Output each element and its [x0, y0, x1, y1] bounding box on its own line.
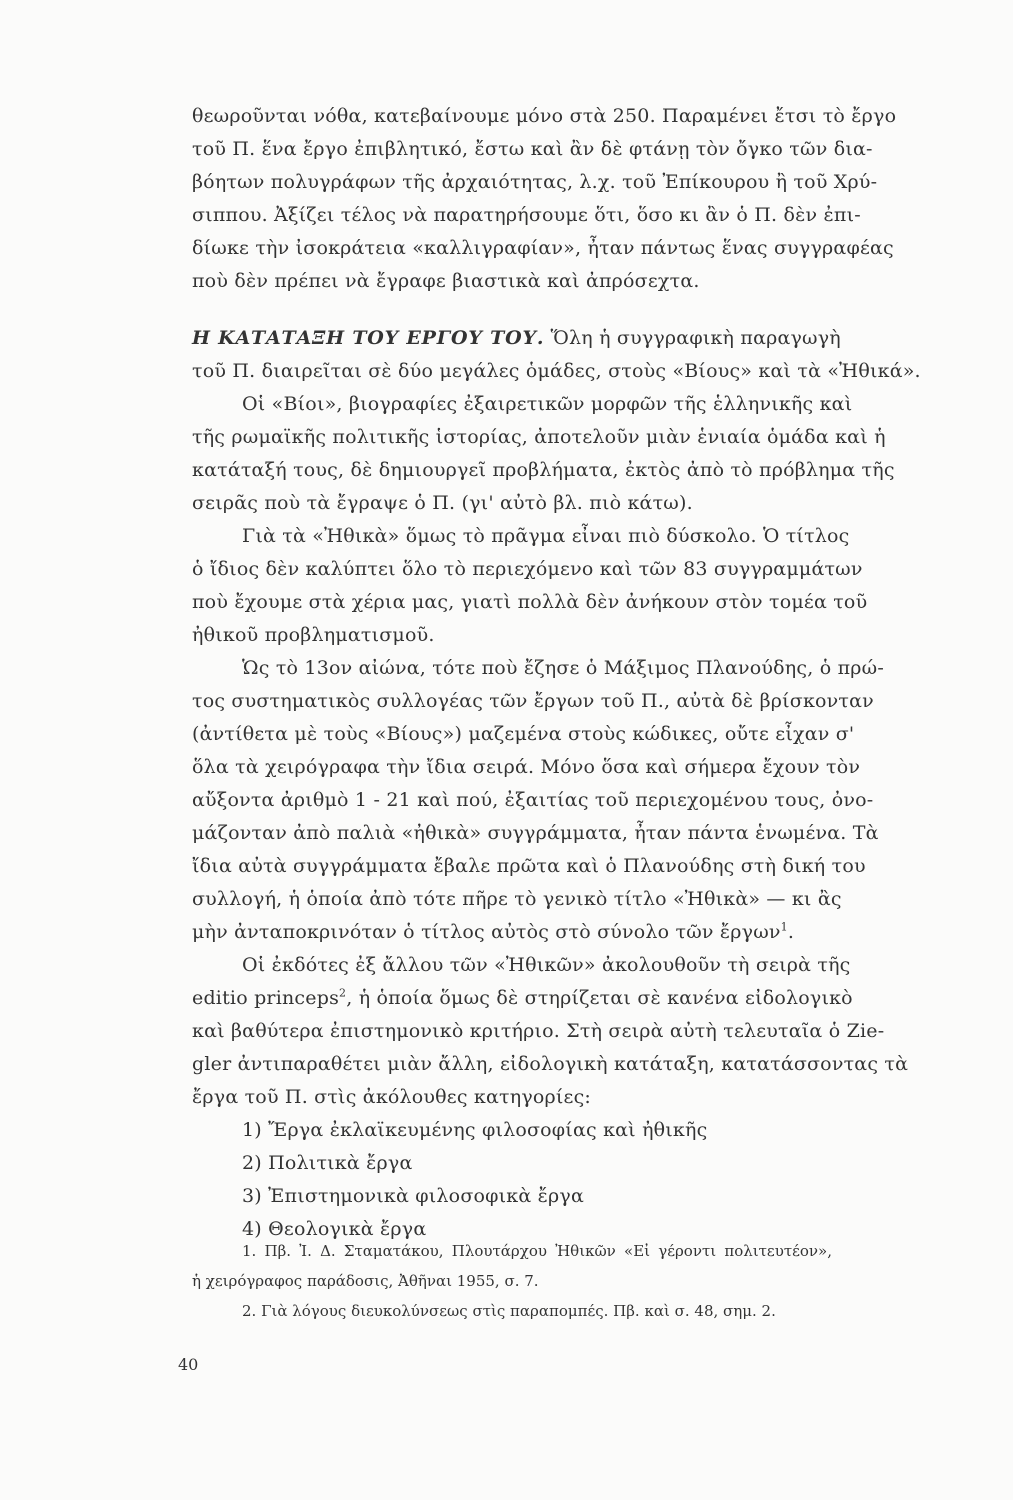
footnote-line: 2. Γιὰ λόγους διευκολύνσεως στὶς παραπομπές. Πβ. καὶ σ. 48, σημ. 2. [242, 1302, 776, 1320]
text-line: gler ἀντιπαραθέτει μιὰν ἄλλη, εἰδολογικὴ κατάταξη, κατατάσσοντας τὰ [192, 1053, 909, 1075]
text-line: σιππου. Ἀξίζει τέλος νὰ παρατηρήσουμε ὅτι, ὅσο κι ἂν ὁ Π. δὲν ἐπι- [192, 204, 861, 226]
text-line: Οἱ «Βίοι», βιογραφίες ἐξαιρετικῶν μορφῶν τῆς ἑλληνικῆς καὶ [242, 393, 853, 415]
footnote-ref: 1 [780, 920, 788, 934]
page-number: 40 [178, 1355, 199, 1374]
footnote-ref: 2 [339, 986, 347, 1000]
text-line: βόητων πολυγράφων τῆς ἀρχαιότητας, λ.χ. τοῦ Ἐπίκουρου ἢ τοῦ Χρύ- [192, 171, 878, 193]
text-line: ἴδια αὐτὰ συγγράμματα ἔβαλε πρῶτα καὶ ὁ Πλανούδης στὴ δική του [192, 855, 866, 877]
text-line: ποὺ ἔχουμε στὰ χέρια μας, γιατὶ πολλὰ δὲν ἀνήκουν στὸν τομέα τοῦ [192, 591, 868, 613]
footnotes [192, 1236, 832, 1326]
text-line: σειρᾶς ποὺ τὰ ἔγραψε ὁ Π. (γι' αὐτὸ βλ. πιὸ κάτω). [192, 492, 693, 514]
text-line: τος συστηματικὸς συλλογέας τῶν ἔργων τοῦ Π., αὐτὰ δὲ βρίσκονταν [192, 690, 874, 712]
text-fragment: μὴν ἀνταποκρινόταν ὁ τίτλος αὐτὸς στὸ σύνολο τῶν ἔργων [192, 921, 781, 943]
section-heading: Η ΚΑΤΑΤΑΞΗ ΤΟΥ ΕΡΓΟΥ ΤΟΥ. [192, 327, 545, 349]
text-line: Οἱ ἐκδότες ἐξ ἄλλου τῶν «Ἠθικῶν» ἀκολουθοῦν τὴ σειρὰ τῆς [242, 954, 851, 976]
text-line: ἔργα τοῦ Π. στὶς ἀκόλουθες κατηγορίες: [192, 1086, 592, 1108]
text-line: κατάταξή τους, δὲ δημιουργεῖ προβλήματα, ἐκτὸς ἀπὸ τὸ πρόβλημα τῆς [192, 459, 895, 481]
text-line: θεωροῦνται νόθα, κατεβαίνουμε μόνο στὰ 250. Παραμένει ἔτσι τὸ ἔργο [192, 105, 897, 127]
text-line: ὅλα τὰ χειρόγραφα τὴν ἴδια σειρά. Μόνο ὅσα καὶ σήμερα ἔχουν τὸν [192, 756, 861, 778]
text-line: τοῦ Π. διαιρεῖται σὲ δύο μεγάλες ὁμάδες, στοὺς «Βίους» καὶ τὰ «Ἠθικά». [192, 360, 921, 382]
text-line: τοῦ Π. ἕνα ἔργο ἐπιβλητικό, ἔστω καὶ ἂν δὲ φτάνῃ τὸν ὄγκο τῶν δια- [192, 138, 873, 160]
heading-continuation: Ὅλη ἡ συγγραφικὴ παραγωγὴ [550, 327, 841, 349]
text-line: μάζονταν ἀπὸ παλιὰ «ἠθικὰ» συγγράμματα, ἦταν πάντα ἑνωμένα. Τὰ [192, 822, 879, 844]
text-line [192, 982, 853, 1015]
footnote-line: ἡ χειρόγραφος παράδοσις, Ἀθῆναι 1955, σ. 7. [192, 1272, 539, 1290]
text-line: Γιὰ τὰ «Ἠθικὰ» ὅμως τὸ πρᾶγμα εἶναι πιὸ δύσκολο. Ὁ τίτλος [242, 525, 850, 547]
footnote-line: 1. Πβ. Ἰ. Δ. Σταματάκου, Πλουτάρχου Ἠθικῶν «Εἰ γέροντι πολιτευτέον», [242, 1242, 832, 1260]
text-line: ὁ ἴδιος δὲν καλύπτει ὅλο τὸ περιεχόμενο καὶ τῶν 83 συγγραμμάτων [192, 558, 863, 580]
text-line: μὴν ἀνταποκρινόταν ὁ τίτλος αὐτὸς στὸ σύνολο τῶν ἔργων$^1$. [192, 920, 795, 943]
section-heading-line [192, 322, 841, 355]
text-line: αὔξοντα ἀριθμὸ 1 - 21 καὶ πού, ἐξαιτίας τοῦ περιεχομένου τους, ὀνο- [192, 789, 874, 811]
text-fragment: editio princeps [192, 987, 340, 1009]
text-line: ἠθικοῦ προβληματισμοῦ. [192, 624, 435, 646]
text-line: ποὺ δὲν πρέπει νὰ ἔγραφε βιαστικὰ καὶ ἀπρόσεχτα. [192, 270, 700, 292]
text-line: συλλογή, ἡ ὁποία ἀπὸ τότε πῆρε τὸ γενικὸ τίτλο «Ἠθικὰ» — κι ἂς [192, 888, 842, 910]
list-item: 2) Πολιτικὰ ἔργα [242, 1152, 413, 1174]
text-line: δίωκε τὴν ἰσοκράτεια «καλλιγραφίαν», ἦταν πάντως ἕνας συγγραφέας [192, 237, 894, 259]
text-line: καὶ βαθύτερα ἐπιστημονικὸ κριτήριο. Στὴ σειρὰ αὐτὴ τελευταῖα ὁ Zie- [192, 1020, 885, 1042]
text-line: (ἀντίθετα μὲ τοὺς «Βίους») μαζεμένα στοὺς κώδικες, οὔτε εἶχαν σ' [192, 723, 855, 745]
text-fragment: , ἡ ὁποία ὅμως δὲ στηρίζεται σὲ κανένα εἰδολογικὸ [346, 987, 853, 1009]
list-item: 3) Ἐπιστημονικὰ φιλοσοφικὰ ἔργα [242, 1185, 584, 1207]
list-item: 4) Θεολογικὰ ἔργα [242, 1218, 427, 1240]
main-text [192, 100, 921, 1246]
list-item: 1) Ἔργα ἐκλαϊκευμένης φιλοσοφίας καὶ ἠθικῆς [242, 1119, 708, 1141]
text-line: τῆς ρωμαϊκῆς πολιτικῆς ἱστορίας, ἀποτελοῦν μιὰν ἑνιαία ὁμάδα καὶ ἡ [192, 426, 886, 448]
text-line: Ὡς τὸ 13ον αἰώνα, τότε ποὺ ἔζησε ὁ Μάξιμος Πλανούδης, ὁ πρώ- [242, 657, 884, 679]
